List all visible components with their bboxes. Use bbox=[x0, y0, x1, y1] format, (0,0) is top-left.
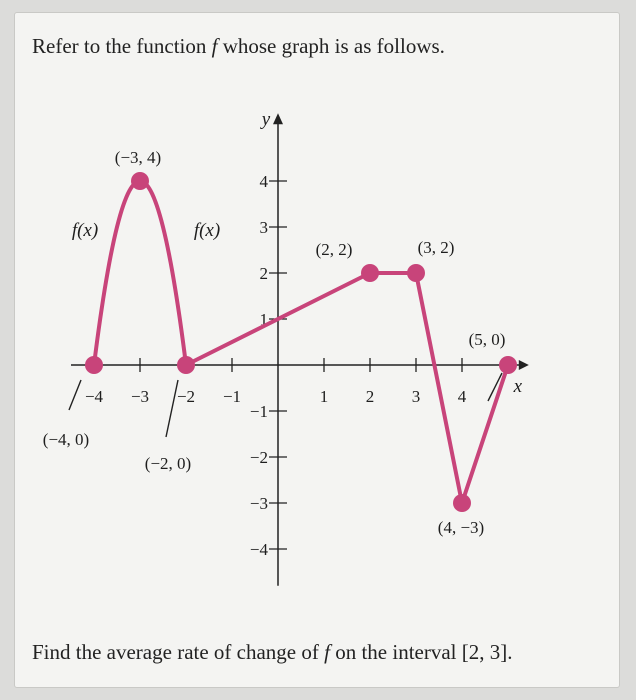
point-label: (4, −3) bbox=[437, 518, 485, 537]
x-axis-label: x bbox=[513, 376, 523, 397]
data-point bbox=[499, 356, 517, 374]
prompt-function-name: f bbox=[324, 640, 330, 664]
function-curve bbox=[94, 181, 186, 365]
data-point bbox=[85, 356, 103, 374]
y-tick-label: 2 bbox=[259, 264, 268, 283]
y-tick-label: 1 bbox=[259, 310, 268, 329]
point-label: (3, 2) bbox=[417, 238, 455, 257]
data-point bbox=[407, 264, 425, 282]
point-label: (5, 0) bbox=[468, 330, 506, 349]
y-tick-label: 4 bbox=[259, 172, 268, 191]
point-label: (2, 2) bbox=[315, 240, 353, 259]
function-name: f bbox=[211, 34, 218, 58]
point-label: (−2, 0) bbox=[144, 454, 192, 473]
y-tick-label: −4 bbox=[249, 540, 268, 559]
pointer-stroke bbox=[69, 380, 81, 410]
question-text-start: Refer to the function bbox=[32, 34, 212, 58]
prompt-text-end: on the interval [2, 3]. bbox=[329, 640, 513, 664]
question-text-end: whose graph is as follows. bbox=[217, 34, 445, 58]
data-point bbox=[131, 172, 149, 190]
x-tick-label: −2 bbox=[176, 387, 196, 406]
data-point bbox=[177, 356, 195, 374]
curve-label: f(x) bbox=[193, 220, 221, 241]
x-axis-arrow bbox=[519, 360, 529, 370]
x-tick-label: −3 bbox=[130, 387, 150, 406]
curve-label: f(x) bbox=[71, 220, 99, 241]
y-tick-label: −3 bbox=[249, 494, 268, 513]
pointer-stroke bbox=[166, 380, 178, 437]
x-tick-label: 1 bbox=[319, 387, 329, 406]
x-tick-label: 3 bbox=[411, 387, 421, 406]
prompt-text-start: Find the average rate of change of bbox=[32, 640, 325, 664]
y-axis-label: y bbox=[261, 109, 271, 131]
y-axis-arrow bbox=[273, 113, 283, 124]
prompt-text bbox=[32, 640, 513, 665]
point-label: (−3, 4) bbox=[114, 148, 162, 167]
x-tick-label: −1 bbox=[222, 387, 242, 406]
y-tick-label: 3 bbox=[259, 218, 268, 237]
y-tick-label: −2 bbox=[249, 448, 268, 467]
x-tick-label: 4 bbox=[457, 387, 467, 406]
x-tick-label: −4 bbox=[84, 387, 104, 406]
data-point bbox=[361, 264, 379, 282]
y-tick-label: −1 bbox=[249, 402, 268, 421]
data-point bbox=[453, 494, 471, 512]
x-tick-label: 2 bbox=[365, 387, 375, 406]
point-label: (−4, 0) bbox=[42, 430, 90, 449]
